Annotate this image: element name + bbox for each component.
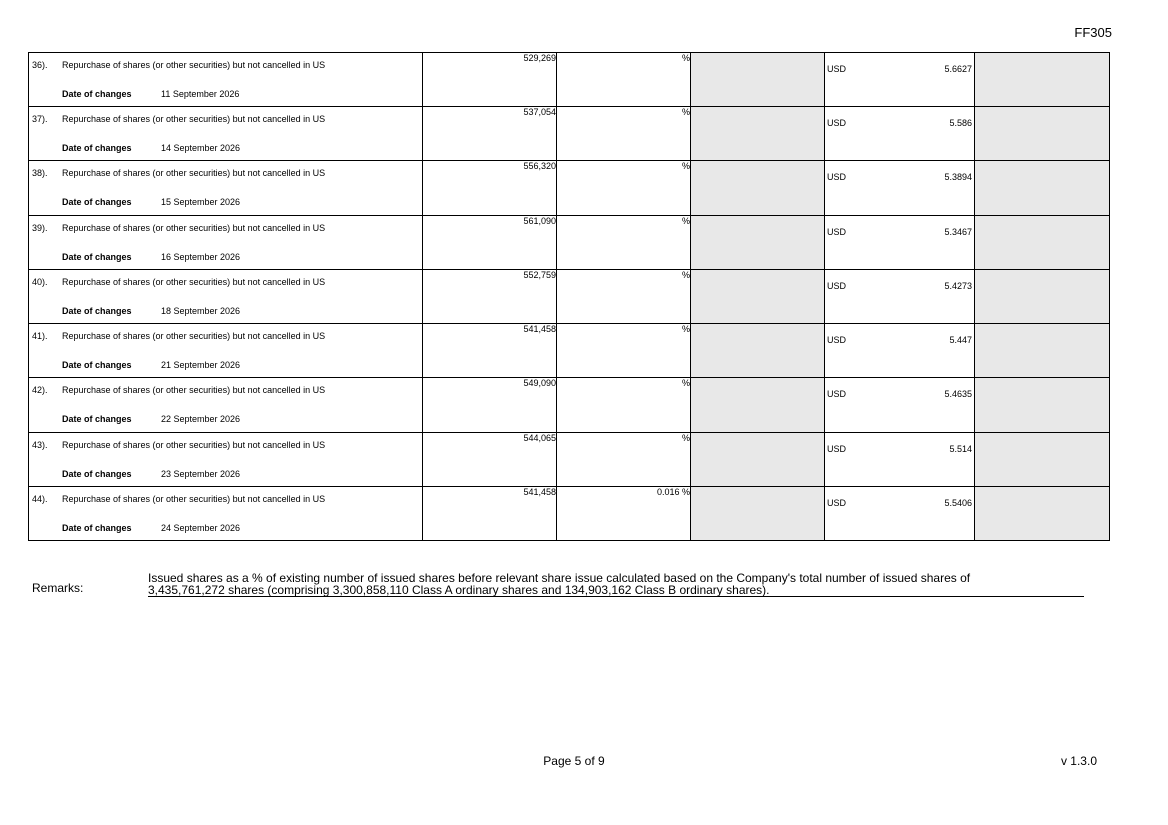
- price-cell: [825, 486, 975, 540]
- row-description: Repurchase of shares (or other securities) but not cancelled in US: [62, 331, 326, 342]
- blank-grey-cell: [691, 53, 825, 107]
- row-number: 43).: [32, 439, 48, 450]
- price-cell: [825, 432, 975, 486]
- remarks-label: Remarks:: [32, 581, 84, 595]
- percent-sign: %: [681, 161, 690, 172]
- percent-sign: %: [681, 324, 690, 335]
- remarks-line-2: 3,435,761,272 shares (comprising 3,300,858,110 Class A ordinary shares and 134,903,162 Class B ordinary shares).: [148, 583, 770, 597]
- version-label: v 1.3.0: [1060, 754, 1097, 768]
- row-number: 40).: [32, 276, 48, 287]
- percent-cell: [557, 486, 691, 540]
- price-value: 5.3894: [944, 172, 972, 183]
- page-number: Page 5 of 9: [543, 754, 605, 768]
- form-code: FF305: [1074, 25, 1112, 40]
- date-of-changes-value: 16 September 2026: [161, 251, 241, 262]
- price-value: 5.4635: [944, 389, 972, 400]
- percent-sign: %: [681, 53, 690, 63]
- row-number: 37).: [32, 114, 48, 125]
- currency-code: USD: [827, 64, 847, 74]
- table-row: [29, 215, 1110, 269]
- percent-cell: [557, 324, 691, 378]
- blank-grey-cell: [975, 269, 1110, 323]
- row-description: Repurchase of shares (or other securities) but not cancelled in US: [62, 222, 326, 233]
- date-of-changes-label: Date of changes: [62, 305, 132, 316]
- row-number: 36).: [32, 60, 48, 70]
- row-description: Repurchase of shares (or other securities) but not cancelled in US: [62, 385, 326, 396]
- row-number: 44).: [32, 493, 48, 504]
- description-cell: [29, 324, 423, 378]
- price-cell: [825, 324, 975, 378]
- shares-cell: 529,269: [423, 53, 557, 107]
- percent-cell: [557, 161, 691, 215]
- price-value: 5.514: [949, 443, 972, 454]
- date-of-changes-label: Date of changes: [62, 197, 132, 208]
- date-of-changes-value: 14 September 2026: [161, 143, 241, 154]
- row-description: Repurchase of shares (or other securities) but not cancelled in US: [62, 439, 326, 450]
- blank-grey-cell: [691, 161, 825, 215]
- price-cell: [825, 215, 975, 269]
- currency-code: USD: [827, 172, 847, 183]
- table-row: [29, 432, 1110, 486]
- percent-value: 0.016: [656, 486, 680, 497]
- description-cell: [29, 53, 423, 107]
- date-of-changes-value: 23 September 2026: [161, 468, 241, 479]
- percent-sign: %: [681, 486, 690, 497]
- percent-cell: [557, 378, 691, 432]
- price-cell: [825, 378, 975, 432]
- percent-cell: [557, 215, 691, 269]
- date-of-changes-value: 15 September 2026: [161, 197, 241, 208]
- percent-cell: [557, 53, 691, 107]
- blank-grey-cell: [691, 432, 825, 486]
- description-cell: [29, 432, 423, 486]
- blank-grey-cell: [691, 378, 825, 432]
- row-number: 38).: [32, 168, 48, 179]
- currency-code: USD: [827, 118, 847, 129]
- price-value: 5.3467: [944, 226, 972, 237]
- shares-cell: 556,320: [423, 161, 557, 215]
- table-row: [29, 53, 1110, 107]
- description-cell: [29, 107, 423, 161]
- price-value: 5.4273: [944, 280, 972, 291]
- percent-sign: %: [681, 107, 690, 118]
- date-of-changes-value: 11 September 2026: [161, 89, 240, 99]
- blank-grey-cell: [975, 53, 1110, 107]
- row-description: Repurchase of shares (or other securities) but not cancelled in US: [62, 276, 326, 287]
- table-row: [29, 269, 1110, 323]
- blank-grey-cell: [691, 324, 825, 378]
- remarks-line-1: Issued shares as a % of existing number of issued shares before relevant share issue calculated based on the Company's total number of issued shares of: [148, 571, 971, 585]
- blank-grey-cell: [975, 107, 1110, 161]
- table-row: [29, 161, 1110, 215]
- row-description: Repurchase of shares (or other securities) but not cancelled in US: [62, 168, 326, 179]
- percent-sign: %: [681, 269, 690, 280]
- percent-cell: [557, 432, 691, 486]
- row-number: 41).: [32, 331, 48, 342]
- date-of-changes-value: 21 September 2026: [161, 360, 241, 371]
- row-description: Repurchase of shares (or other securities) but not cancelled in US: [62, 114, 326, 125]
- price-cell: [825, 269, 975, 323]
- date-of-changes-label: Date of changes: [62, 143, 132, 154]
- currency-code: USD: [827, 389, 847, 400]
- date-of-changes-label: Date of changes: [62, 251, 132, 262]
- currency-code: USD: [827, 443, 847, 454]
- percent-cell: [557, 269, 691, 323]
- date-of-changes-label: Date of changes: [62, 89, 132, 99]
- percent-sign: %: [681, 215, 690, 226]
- price-value: 5.6627: [944, 64, 972, 74]
- description-cell: [29, 486, 423, 540]
- blank-grey-cell: [691, 107, 825, 161]
- date-of-changes-value: 24 September 2026: [161, 522, 241, 533]
- date-of-changes-label: Date of changes: [62, 522, 132, 533]
- blank-grey-cell: [975, 324, 1110, 378]
- currency-code: USD: [827, 497, 847, 508]
- percent-sign: %: [681, 432, 690, 443]
- percent-sign: %: [681, 378, 690, 389]
- description-cell: [29, 161, 423, 215]
- date-of-changes-label: Date of changes: [62, 414, 132, 425]
- table-row: [29, 324, 1110, 378]
- row-number: 39).: [32, 222, 48, 233]
- price-cell: [825, 161, 975, 215]
- blank-grey-cell: [975, 486, 1110, 540]
- price-cell: [825, 53, 975, 107]
- remarks-text: [148, 572, 1084, 597]
- date-of-changes-label: Date of changes: [62, 360, 132, 371]
- blank-grey-cell: [975, 378, 1110, 432]
- blank-grey-cell: [691, 486, 825, 540]
- date-of-changes-value: 18 September 2026: [161, 305, 241, 316]
- table-row: [29, 486, 1110, 540]
- description-cell: [29, 215, 423, 269]
- shares-cell: 537,054: [423, 107, 557, 161]
- date-of-changes-value: 22 September 2026: [161, 414, 241, 425]
- blank-grey-cell: [691, 269, 825, 323]
- currency-code: USD: [827, 335, 847, 346]
- currency-code: USD: [827, 280, 847, 291]
- date-of-changes-label: Date of changes: [62, 468, 132, 479]
- blank-grey-cell: [691, 215, 825, 269]
- description-cell: [29, 269, 423, 323]
- shares-cell: 552,759: [423, 269, 557, 323]
- row-number: 42).: [32, 385, 48, 396]
- percent-cell: [557, 107, 691, 161]
- shares-cell: 544,065: [423, 432, 557, 486]
- blank-grey-cell: [975, 215, 1110, 269]
- row-description: Repurchase of shares (or other securities) but not cancelled in US: [62, 60, 326, 70]
- shares-cell: 541,458: [423, 324, 557, 378]
- currency-code: USD: [827, 226, 847, 237]
- blank-grey-cell: [975, 161, 1110, 215]
- price-cell: [825, 107, 975, 161]
- blank-grey-cell: [975, 432, 1110, 486]
- row-description: Repurchase of shares (or other securities) but not cancelled in US: [62, 493, 326, 504]
- shares-cell: 541,458: [423, 486, 557, 540]
- price-value: 5.586: [949, 118, 972, 129]
- shares-cell: 549,090: [423, 378, 557, 432]
- shares-cell: 561,090: [423, 215, 557, 269]
- table-row: [29, 107, 1110, 161]
- price-value: 5.5406: [944, 497, 972, 508]
- description-cell: [29, 378, 423, 432]
- price-value: 5.447: [949, 335, 972, 346]
- table-row: [29, 378, 1110, 432]
- repurchase-table: [28, 52, 1110, 541]
